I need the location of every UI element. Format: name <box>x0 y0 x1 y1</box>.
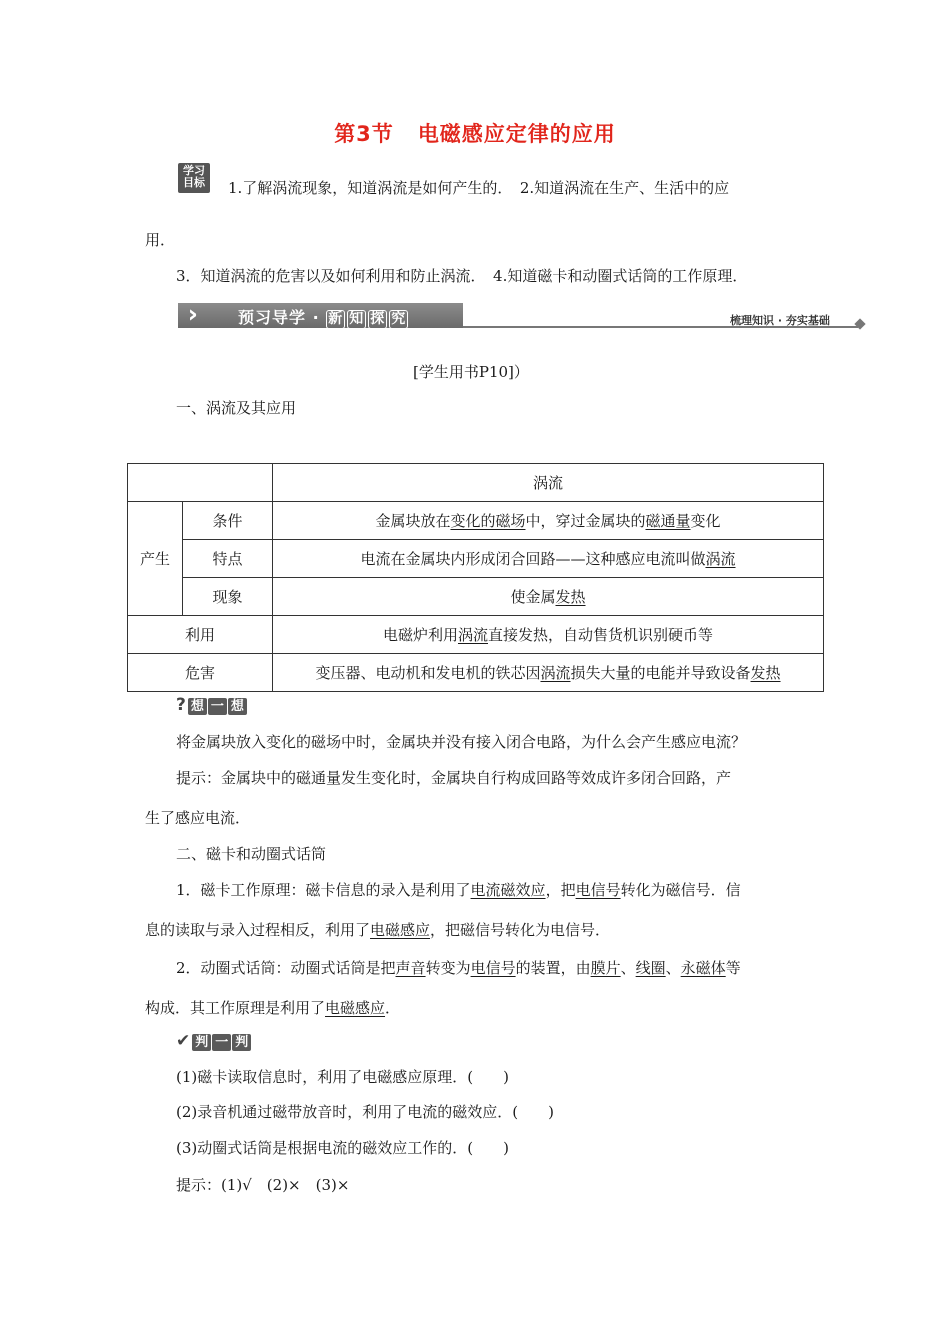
paragraph-1 <box>176 879 741 901</box>
think-hint-line-1: 提示：金属块中的磁通量发生变化时，金属块自行构成回路等效成许多闭合回路，产 <box>176 769 732 787</box>
underlined-answer: 涡流 <box>540 664 571 682</box>
judge-tag <box>176 1031 252 1051</box>
section-number: 第3节 <box>334 122 394 146</box>
banner-title <box>238 305 410 329</box>
objectives-line-1: 1.了解涡流现象，知道涡流是如何产生的． 2.知道涡流在生产、生活中的应 <box>228 179 730 197</box>
table-row <box>128 464 824 502</box>
banner-boxed-char: 探 <box>370 311 386 327</box>
text-segment: 变化 <box>690 512 721 530</box>
underlined-answer: 膜片 <box>590 959 621 977</box>
tag-char: 判 <box>192 1034 211 1051</box>
text-segment: 2．动圈式话筒：动圈式话筒是把 <box>176 959 396 977</box>
section-name: 电磁感应定律的应用 <box>417 122 616 146</box>
banner-boxed-char: 知 <box>349 311 365 327</box>
book-reference: [学生用书P10]） <box>413 363 529 381</box>
text-segment: ． <box>385 999 401 1017</box>
judge-item-1: (1)磁卡读取信息时，利用了电磁感应原理．( ) <box>176 1068 509 1086</box>
paragraph-1-line-2 <box>145 919 610 941</box>
underlined-answer: 电磁感应 <box>370 921 431 939</box>
text-segment: ，把磁信号转化为电信号． <box>430 921 611 939</box>
think-question: 将金属块放入变化的磁场中时，金属块并没有接入闭合电路，为什么会产生感应电流？ <box>176 733 747 751</box>
text-segment: 直接发热，自动售货机识别硬币等 <box>488 626 714 644</box>
badge-line-2: 目标 <box>183 176 205 189</box>
row-label: 现象 <box>183 578 273 616</box>
objectives-badge <box>178 163 210 193</box>
paragraph-2 <box>176 957 741 979</box>
row-content <box>273 540 824 578</box>
underlined-answer: 电磁感应 <box>325 999 386 1017</box>
objectives-line-2: 3．知道涡流的危害以及如何利用和防止涡流． 4.知道磁卡和动圈式话筒的工作原理． <box>176 267 748 285</box>
badge-line-1: 学习 <box>183 164 205 177</box>
text-segment: 中，穿过金属块的 <box>525 512 646 530</box>
banner-left-text: 预习导学 · <box>238 308 327 327</box>
underlined-answer: 电流磁效应 <box>470 881 546 899</box>
row-label: 利用 <box>128 616 273 654</box>
underlined-answer: 电信号 <box>470 959 516 977</box>
judge-answer: 提示：(1)√ (2)× (3)× <box>176 1176 350 1194</box>
row-label: 特点 <box>183 540 273 578</box>
table-group-label: 产生 <box>128 502 183 616</box>
banner-boxed-char: 新 <box>328 311 344 327</box>
table-row <box>128 578 824 616</box>
underlined-answer: 电信号 <box>575 881 621 899</box>
tag-char: 判 <box>232 1034 251 1051</box>
underlined-answer: 涡流 <box>457 626 488 644</box>
judge-item-3: (3)动圈式话筒是根据电流的磁效应工作的．( ) <box>176 1139 509 1157</box>
text-segment: 变压器、电动机和发电机的铁芯因 <box>315 664 541 682</box>
table-row <box>128 540 824 578</box>
table-corner-cell <box>128 464 273 502</box>
section-1-heading: 一、涡流及其应用 <box>176 399 297 417</box>
text-segment: 1．磁卡工作原理：磁卡信息的录入是利用了 <box>176 881 471 899</box>
underlined-answer: 涡流 <box>705 550 736 568</box>
underlined-answer: 发热 <box>750 664 781 682</box>
text-segment: 电流在金属块内形成闭合回路——这种感应电流叫做 <box>360 550 706 568</box>
text-segment: 、 <box>665 959 681 977</box>
section-2-heading: 二、磁卡和动圈式话筒 <box>176 845 327 863</box>
row-content <box>273 616 824 654</box>
banner-boxed-text <box>326 308 410 327</box>
text-segment: 等 <box>725 959 741 977</box>
underlined-answer: 磁通量 <box>645 512 691 530</box>
underlined-answer: 变化的磁场 <box>450 512 526 530</box>
underlined-answer: 线圈 <box>635 959 666 977</box>
table-header: 涡流 <box>273 464 824 502</box>
tag-char: 想 <box>228 698 247 715</box>
text-segment: 的装置，由 <box>515 959 591 977</box>
text-segment: 使金属 <box>510 588 556 606</box>
think-tag <box>176 695 248 715</box>
row-label: 条件 <box>183 502 273 540</box>
row-label: 危害 <box>128 654 273 692</box>
row-content <box>273 654 824 692</box>
text-segment: 金属块放在 <box>375 512 451 530</box>
text-segment: ，把 <box>545 881 576 899</box>
banner-boxed-char: 究 <box>391 311 407 327</box>
check-icon: ✔ <box>176 1031 191 1051</box>
underlined-answer: 永磁体 <box>680 959 726 977</box>
text-segment: 电磁炉利用 <box>382 626 458 644</box>
underlined-answer: 发热 <box>555 588 586 606</box>
eddy-current-table <box>127 463 824 692</box>
tag-char: 一 <box>212 1034 231 1051</box>
think-hint-line-2: 生了感应电流． <box>145 809 251 827</box>
question-icon: ? <box>176 695 186 715</box>
text-segment: 息的读取与录入过程相反，利用了 <box>145 921 371 939</box>
banner-subtitle: 梳理知识 · 夯实基础 <box>730 314 830 327</box>
row-content <box>273 502 824 540</box>
judge-item-2: (2)录音机通过磁带放音时，利用了电流的磁效应．( ) <box>176 1103 554 1121</box>
table-row <box>128 616 824 654</box>
table-row <box>128 654 824 692</box>
text-segment: 转变为 <box>425 959 471 977</box>
paragraph-2-line-2 <box>145 997 400 1019</box>
text-segment: 、 <box>620 959 636 977</box>
row-content <box>273 578 824 616</box>
text-segment: 构成．其工作原理是利用了 <box>145 999 326 1017</box>
underlined-answer: 声音 <box>395 959 426 977</box>
tag-char: 想 <box>188 698 207 715</box>
objectives-line-1-cont: 用． <box>145 231 176 249</box>
table-row <box>128 502 824 540</box>
page-title <box>0 118 950 148</box>
text-segment: 转化为磁信号．信 <box>620 881 741 899</box>
tag-char: 一 <box>208 698 227 715</box>
text-segment: 损失大量的电能并导致设备 <box>570 664 751 682</box>
